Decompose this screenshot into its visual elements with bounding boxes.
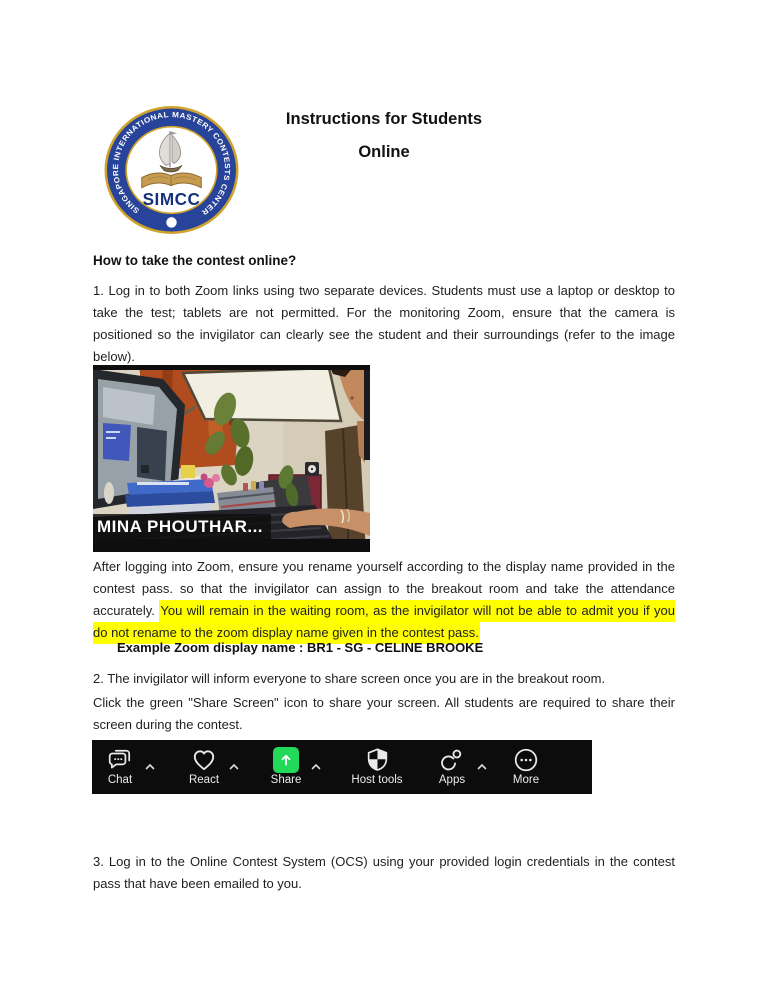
zoom-toolbar-react xyxy=(174,746,234,786)
share-screen-icon xyxy=(273,746,299,773)
rename-paragraph xyxy=(93,556,675,644)
rename-paragraph-normal: After logging into Zoom, ensure you rename yourself according to the display name provided in the contest pass. so that the invigilator can assign to the breakout room and take the attendance accurately. xyxy=(93,559,675,618)
webcam-screenshot xyxy=(93,365,370,552)
zoom-toolbar-screenshot xyxy=(92,740,592,794)
step3-paragraph: 3. Log in to the Online Contest System (OCS) using your provided login credentials in the contest pass that have been emailed to you. xyxy=(93,854,675,891)
heart-icon xyxy=(191,746,217,773)
zoom-toolbar-chat xyxy=(90,746,150,786)
chat-label: Chat xyxy=(107,774,133,786)
page-title: Instructions for Students xyxy=(285,110,483,128)
chevron-up-icon xyxy=(477,758,487,776)
zoom-toolbar-apps xyxy=(422,746,482,786)
chat-bubble-icon xyxy=(107,746,133,773)
share-instruction-paragraph: Click the green "Share Screen" icon to share your screen. All students are required to share their screen during the contest. xyxy=(93,695,675,732)
apps-label: Apps xyxy=(438,774,466,786)
logo-acronym: SIMCC xyxy=(142,188,201,209)
zoom-toolbar-more xyxy=(496,746,556,786)
example-display-name: Example Zoom display name : BR1 - SG - CELINE BROOKE xyxy=(117,640,484,655)
participant-name-label: MINA PHOUTHAR... xyxy=(93,514,271,540)
page-subtitle: Online xyxy=(358,143,410,161)
host-tools-label: Host tools xyxy=(351,774,403,786)
logo-ring-text: SINGAPORE INTERNATIONAL MASTERY CONTESTS CENTER xyxy=(111,109,232,217)
share-label: Share xyxy=(270,774,302,786)
zoom-toolbar-host-tools xyxy=(342,746,412,786)
react-label: React xyxy=(188,774,220,786)
zoom-toolbar-share xyxy=(256,746,316,786)
chevron-up-icon xyxy=(145,758,155,776)
rename-paragraph-highlight: You will remain in the waiting room, as the invigilator will not be able to admit you if you do not rename to the zoom display name given in the contest pass. xyxy=(93,600,675,644)
chevron-up-icon xyxy=(311,758,321,776)
step2-paragraph: 2. The invigilator will inform everyone to share screen once you are in the breakout room. xyxy=(93,671,606,686)
chevron-up-icon xyxy=(229,758,239,776)
more-icon xyxy=(513,746,539,773)
step1-paragraph: 1. Log in to both Zoom links using two separate devices. Students must use a laptop or desktop to take the test; tablets are not permitted. For the monitoring Zoom, ensure that the camera is positioned so the invigilator can clearly see the student and their surroundings (refer to the image below). xyxy=(93,283,675,364)
apps-icon xyxy=(439,746,465,773)
section-heading: How to take the contest online? xyxy=(93,253,297,268)
shield-icon xyxy=(365,746,390,773)
more-label: More xyxy=(512,774,540,786)
